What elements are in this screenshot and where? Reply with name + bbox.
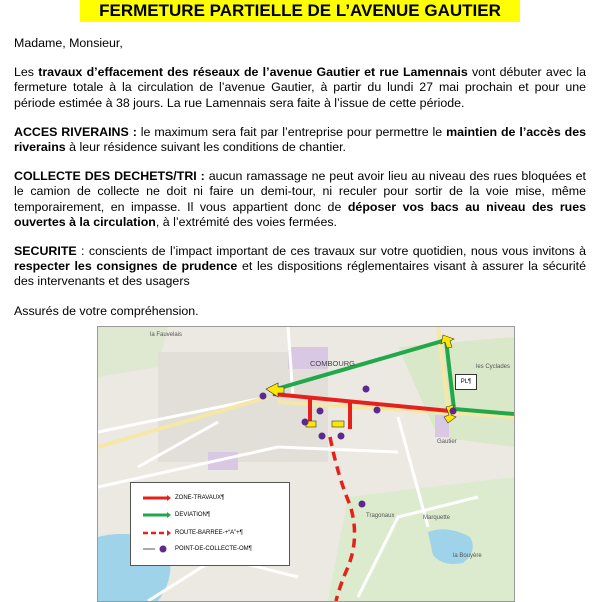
closing: Assurés de votre compréhension. (14, 303, 199, 318)
paragraph-collecte (14, 169, 586, 230)
text: vont débuter avec la fermeture totale à la circulation de l’avenue Gautier, à partir du lundi 27 mai prochain et pour une période estimée à 38 jours. La rue Lamennais sera faite à l’issue de cette période. (14, 65, 587, 110)
section-heading: SECURITE (14, 244, 77, 259)
place-bouyere: la Bouyère (453, 553, 482, 559)
legend-deviation: DEVIATION¶ (175, 512, 211, 518)
section-heading: COLLECTE DES DECHETS/TRI : (14, 169, 205, 184)
paragraph-works (14, 65, 586, 111)
place-combourg: COMBOURG (310, 359, 355, 368)
legend-collecte-symbol (141, 544, 171, 554)
page-title: FERMETURE PARTIELLE DE L’AVENUE GAUTIER (80, 0, 520, 22)
legend-route-barree: ROUTE-BARREE-+“A”+¶ (175, 530, 243, 536)
section-heading: ACCES RIVERAINS : (14, 124, 137, 139)
text: aucun ramassage ne peut avoir lieu au niveau des rues bloquées et le camion de collecte ne doit ni faire un demi-tour, ni reculer pour sortir de la voie mise, même temporairement, en impasse. Il vous appartient donc de (14, 169, 586, 214)
legend-route-barree-symbol (141, 528, 171, 538)
text: , à l’extrémité des voies fermées. (155, 214, 337, 229)
paragraph-securite (14, 244, 586, 290)
highlight: travaux d’effacement des réseaux de l’avenue Gautier et rue Lamennais (38, 65, 468, 80)
pl-sign: PL¶ (455, 374, 477, 390)
highlight: respecter les consignes de prudence (14, 259, 238, 274)
legend-point-collecte: POINT-DE-COLLECTE-OM¶ (175, 546, 252, 552)
text: et les dispositions réglementaires visant à assurer la sécurité des intervenants et des usagers (14, 259, 586, 289)
letter-body (14, 36, 586, 319)
highlight: déposer vos bacs au niveau des rues ouvertes à la circulation (14, 199, 587, 229)
place-marquette: Marquette (423, 515, 451, 521)
legend-zone-travaux: ZONE-TRAVAUX¶ (175, 495, 225, 501)
place-gautier: Gautier (437, 439, 457, 445)
legend-deviation-symbol (141, 510, 171, 520)
text: à leur résidence suivant les conditions de chantier. (65, 140, 347, 155)
salutation: Madame, Monsieur, (14, 36, 123, 50)
place-fauvelais: la Fauvelais (150, 332, 183, 338)
place-tragonaux: Tragonaux (366, 513, 395, 519)
text: : conscients de l’impact important de ces travaux sur votre quotidien, nous vous invitons à (76, 244, 586, 259)
paragraph-acces (14, 125, 586, 155)
text: le maximum sera fait par l’entreprise pour permettre le (136, 124, 447, 139)
highlight: maintien de l’accès des riverains (14, 124, 586, 155)
text: Les (14, 65, 39, 80)
place-cyclades: les Cyclades (476, 364, 511, 370)
legend-zone-symbol (141, 493, 171, 503)
map-legend (130, 482, 290, 566)
